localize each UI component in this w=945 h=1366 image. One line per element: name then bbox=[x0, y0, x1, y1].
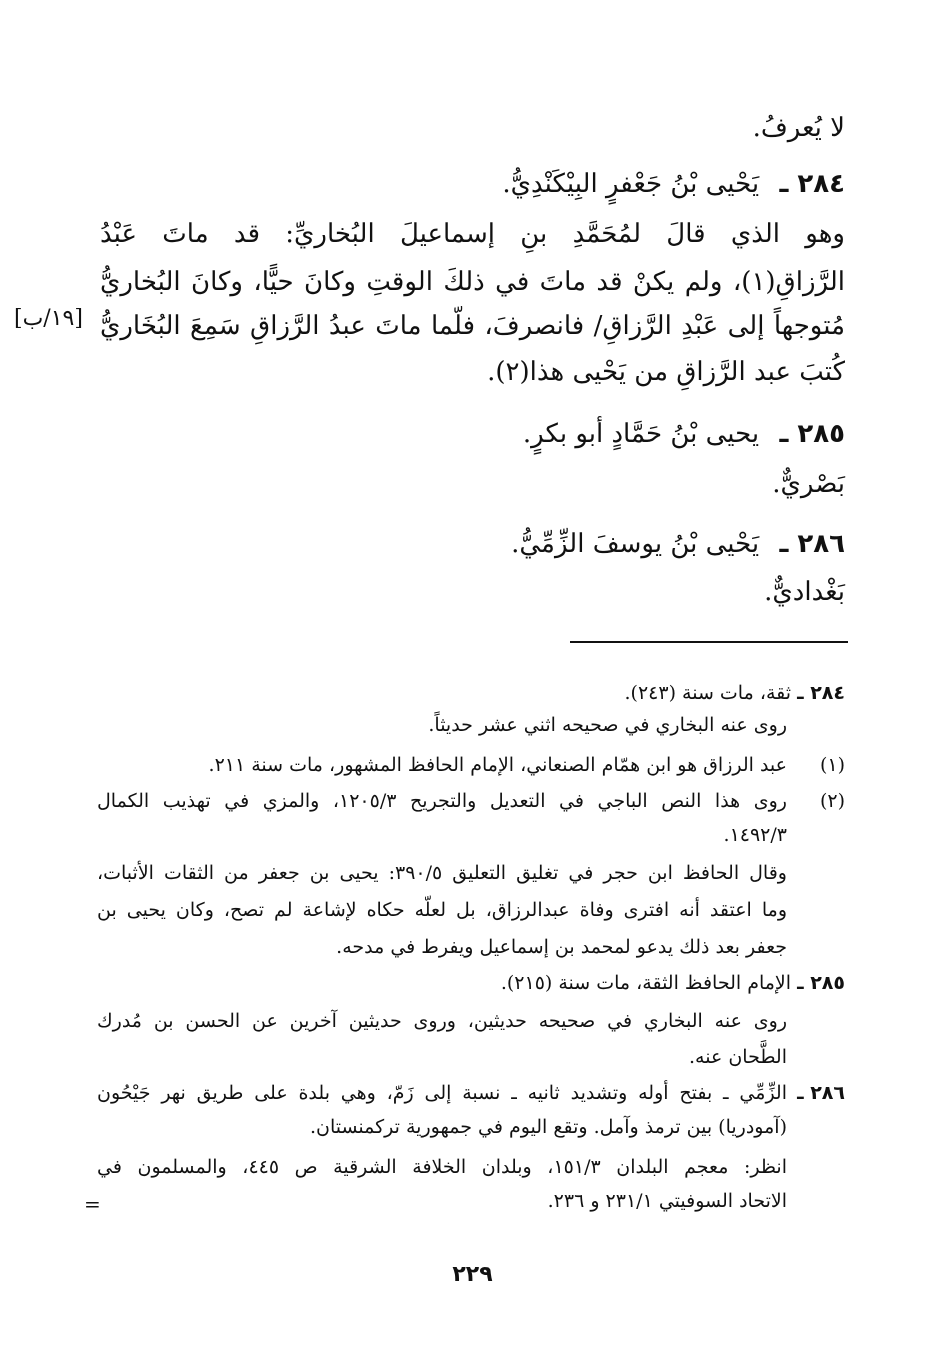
entry-284-name: يَحْيى بْنُ جَعْفرٍ البِيْكَنْدِيُّ. bbox=[502, 169, 760, 199]
footnote-284-text: ثقة، مات سنة (٢٤٣). bbox=[624, 682, 792, 704]
entry-284-number: ٢٨٤ ـ bbox=[779, 169, 845, 199]
footnote-286-number-text: ٢٨٦ ـ bbox=[797, 1082, 845, 1104]
footnote-286-line-3: انظر: معجم البلدان ١٥١/٣، وبلدان الخلافة الشرقية ص ٤٤٥، والمسلمون في bbox=[97, 1156, 787, 1178]
entry-285-heading bbox=[523, 414, 845, 454]
entry-284-line-1: وهو الذي قالَ لمُحَمَّدِ بنِ إسماعيلَ البُخاريِّ: قد ماتَ عَبْدُ bbox=[100, 219, 845, 249]
footnote-285-line-2: روى عنه البخاري في صحيحه حديثين، وروى حديثين آخرين عن الحسن بن مُدرك bbox=[97, 1010, 787, 1032]
entry-284-line-4: كُتبَ عبد الرَّزاقِ من يَحْيى هذا(٢). bbox=[487, 357, 845, 387]
entry-284-heading bbox=[502, 164, 845, 204]
entry-286-name: يَحْيى بْنُ يوسفَ الزِّمِّيُّ. bbox=[511, 529, 760, 559]
footnote-284-number: ٢٨٤ ـ bbox=[797, 682, 845, 704]
footnote-286-line-4: الاتحاد السوفيتي ٢٣١/١ و ٢٣٦. bbox=[547, 1190, 787, 1212]
footnote-285-line-3: الطَّحان عنه. bbox=[689, 1046, 787, 1068]
note-2-line-5: جعفر بعد ذلك يدعو لمحمد بن إسماعيل ويفرط في مدحه. bbox=[336, 936, 787, 958]
footnote-284-line-2: روى عنه البخاري في صحيحه اثني عشر حديثاً. bbox=[428, 714, 787, 736]
entry-286-heading bbox=[511, 524, 845, 564]
entry-284-line-2: الرَّزاقِ(١)، ولم يكنْ قد ماتَ في ذلكَ الوقتِ وكانَ حيًّا، وكانَ البُخاريُّ bbox=[100, 267, 845, 297]
note-1-marker: (١) bbox=[819, 754, 845, 776]
note-2-marker: (٢) bbox=[819, 790, 845, 812]
note-2-line-1: روى هذا النص الباجي في التعديل والتجريح ١٢٠٥/٣، والمزي في تهذيب الكمال bbox=[97, 790, 787, 812]
manuscript-folio-ref: [١٩/ب] bbox=[14, 306, 83, 331]
page-number: ٢٢٩ bbox=[452, 1262, 493, 1287]
footnote-286-line-2: (آمودريا) بين ترمذ وآمل. وتقع اليوم في جمهورية تركمنستان. bbox=[309, 1116, 787, 1138]
footnote-285-text: الإمام الحافظ الثقة، مات سنة (٢١٥). bbox=[500, 972, 792, 994]
footnote-286-number bbox=[797, 1078, 845, 1108]
footnote-285-number: ٢٨٥ ـ bbox=[797, 972, 845, 994]
note-2-line-4: وما اعتقد أنه افترى وفاة عبدالرزاق، بل لعلّه حكاه لإشاعة لم تصح، وكان يحيى بن bbox=[97, 899, 787, 921]
entry-285-note: بَصْريٌّ. bbox=[772, 469, 845, 499]
footnote-284 bbox=[625, 678, 845, 708]
note-2-line-3: وقال الحافظ ابن حجر في تغليق التعليق ٣٩٠/٥: يحيى بن جعفر من الثقات الأثبات، bbox=[97, 862, 787, 884]
footnote-286-line-1: الزِّمِّي ـ بفتح أوله وتشديد ثانيه ـ نسبة إلى زَمّ، وهي بلدة على طريق نهر جَيْحُون bbox=[97, 1082, 787, 1104]
entry-286-number: ٢٨٦ ـ bbox=[779, 529, 845, 559]
intro-line: لا يُعرفُ. bbox=[752, 113, 845, 143]
note-1-text: عبد الرزاق هو ابن همّام الصنعاني، الإمام الحافظ المشهور، مات سنة ٢١١. bbox=[208, 754, 787, 776]
entry-285-name: يحيى بْنُ حَمَّادٍ أبو بكرٍ. bbox=[522, 419, 760, 449]
continuation-mark: = bbox=[84, 1192, 101, 1216]
footnote-separator bbox=[570, 641, 848, 643]
entry-285-number: ٢٨٥ ـ bbox=[779, 419, 845, 449]
entry-286-note: بَغْداديٌّ. bbox=[764, 577, 845, 607]
entry-284-line-3: مُتوجهاً إلى عَبْدِ الرَّزاقِ/ فانصرفَ، فلّما ماتَ عبدُ الرَّزاقِ سَمِعَ البُخَاريُّ bbox=[100, 311, 845, 341]
note-2-line-2: ١٤٩٢/٣. bbox=[723, 824, 787, 846]
footnote-285 bbox=[501, 968, 845, 998]
